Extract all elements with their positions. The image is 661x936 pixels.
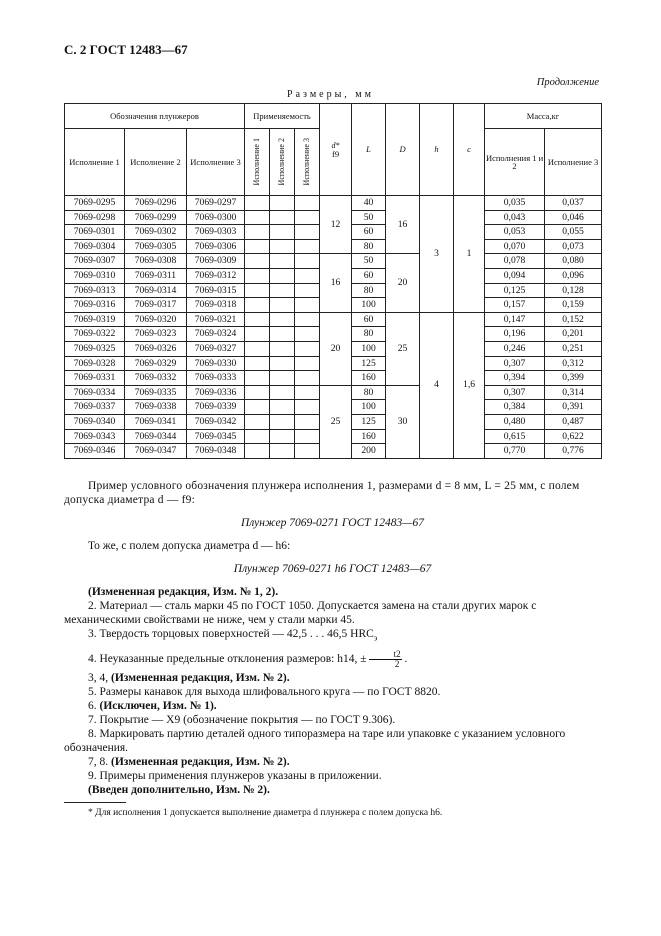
applicability-cell [245,225,270,240]
ex2-cell: 7069-0299 [125,210,187,225]
ex1-cell: 7069-0313 [65,283,125,298]
L-cell: 80 [352,385,386,400]
c-cell: 1,6 [454,312,485,458]
ex2-cell: 7069-0326 [125,341,187,356]
c-cell: 1 [454,196,485,313]
mass12-cell: 0,615 [485,429,545,444]
mass12-cell: 0,196 [485,327,545,342]
mass3-cell: 0,037 [545,196,602,211]
D-header: D [386,104,420,196]
ex2-cell: 7069-0338 [125,400,187,415]
applicability-cell [245,341,270,356]
applicability-cell [270,371,295,386]
continuation-label: Продолжение [536,77,599,88]
applicability-cell [245,444,270,459]
applicability-cell [295,298,320,313]
L-cell: 125 [352,356,386,371]
ex1-cell: 7069-0322 [65,327,125,342]
item-5: 5. Размеры канавок для выхода шлифовального круга — по ГОСТ 8820. [88,686,441,699]
example-2: Плунжер 7069-0271 h6 ГОСТ 12483—67 [233,563,432,575]
d-cell: 25 [320,385,352,458]
ex1-cell: 7069-0340 [65,414,125,429]
L-cell: 100 [352,298,386,313]
mass3-cell: 0,622 [545,429,602,444]
table-row [65,196,602,211]
ex1-cell: 7069-0316 [65,298,125,313]
item-34-edition: 3, 4, (Измененная редакция, Изм. № 2). [88,672,290,685]
ex3-header: Исполнение 3 [187,129,245,196]
plunger-table [64,103,602,459]
applicability-cell [245,196,270,211]
L-header: L [352,104,386,196]
applicability-cell [295,444,320,459]
mass3-cell: 0,314 [545,385,602,400]
mass12-cell: 0,246 [485,341,545,356]
ex1-cell: 7069-0343 [65,429,125,444]
h-header: h [420,104,454,196]
table-row [65,254,602,269]
D-cell: 16 [386,196,420,254]
ex3-cell: 7069-0324 [187,327,245,342]
applicability-cell [245,268,270,283]
ex3-cell: 7069-0318 [187,298,245,313]
ex1-cell: 7069-0325 [65,341,125,356]
ex3-cell: 7069-0309 [187,254,245,269]
mass12-cell: 0,078 [485,254,545,269]
h-cell: 3 [420,196,454,313]
applicability-cell [295,268,320,283]
ex2-cell: 7069-0332 [125,371,187,386]
ex3-cell: 7069-0348 [187,444,245,459]
same-h6: То же, с полем допуска диаметра d — h6: [88,540,291,552]
ex1-cell: 7069-0334 [65,385,125,400]
applicability-cell [295,312,320,327]
applicability-cell [270,385,295,400]
mass3-cell: 0,046 [545,210,602,225]
applicability-cell [295,385,320,400]
ex2-cell: 7069-0329 [125,356,187,371]
applicability-cell [295,210,320,225]
applicability-cell [270,239,295,254]
applicability-cell [270,298,295,313]
mass12-cell: 0,053 [485,225,545,240]
d-header: d* f9 [320,104,352,196]
L-cell: 100 [352,341,386,356]
mass3-cell: 0,159 [545,298,602,313]
applicability-cell [270,400,295,415]
mass3-cell: 0,073 [545,239,602,254]
applicability-cell [270,444,295,459]
L-cell: 160 [352,371,386,386]
applicability-cell [270,312,295,327]
L-cell: 60 [352,268,386,283]
applicability-cell [245,414,270,429]
item-8: 8. Маркировать партию деталей одного типоразмера на таре или упаковке с указанием условного обозначения. [64,728,566,755]
mass3-cell: 0,128 [545,283,602,298]
d-cell: 20 [320,312,352,385]
ex1-cell: 7069-0307 [65,254,125,269]
ap1-header: Исполнение 1 [245,129,270,196]
item-9: 9. Примеры применения плунжеров указаны в приложении. [88,770,382,783]
ex3-cell: 7069-0303 [187,225,245,240]
item-4: 4. Неуказанные предельные отклонения размеров: h14, ± $\frac{t2}{2}$ . [88,649,408,670]
ex2-cell: 7069-0302 [125,225,187,240]
ex2-cell: 7069-0317 [125,298,187,313]
mass3-cell: 0,096 [545,268,602,283]
mass3-header: Исполнение 3 [545,129,602,196]
ex3-cell: 7069-0327 [187,341,245,356]
ex2-cell: 7069-0323 [125,327,187,342]
ex2-cell: 7069-0320 [125,312,187,327]
ex3-cell: 7069-0333 [187,371,245,386]
mass3-cell: 0,487 [545,414,602,429]
applicability-cell [270,356,295,371]
ex3-cell: 7069-0312 [187,268,245,283]
applicability-cell [270,429,295,444]
applicability-cell [270,210,295,225]
applicability-cell [245,254,270,269]
mass12-cell: 0,157 [485,298,545,313]
applicability-cell [245,327,270,342]
applicability-cell [245,429,270,444]
mass3-cell: 0,251 [545,341,602,356]
applicability-cell [270,196,295,211]
mass3-cell: 0,152 [545,312,602,327]
ex3-cell: 7069-0339 [187,400,245,415]
applicability-cell [295,239,320,254]
ex1-cell: 7069-0331 [65,371,125,386]
mass12-cell: 0,770 [485,444,545,459]
applicability-cell [270,283,295,298]
ex1-cell: 7069-0346 [65,444,125,459]
mass3-cell: 0,080 [545,254,602,269]
applicability-cell [295,400,320,415]
applicability-cell [295,341,320,356]
applicability-cell [270,341,295,356]
ex2-cell: 7069-0341 [125,414,187,429]
applicability-cell [245,400,270,415]
mass3-cell: 0,312 [545,356,602,371]
text-block [64,479,601,797]
mass12-cell: 0,070 [485,239,545,254]
ex3-cell: 7069-0336 [187,385,245,400]
ex2-header: Исполнение 2 [125,129,187,196]
applicability-cell [245,298,270,313]
L-cell: 80 [352,327,386,342]
mass12-cell: 0,307 [485,356,545,371]
ex3-cell: 7069-0300 [187,210,245,225]
L-cell: 80 [352,239,386,254]
units-caption: Размеры, мм [287,89,374,100]
ex3-cell: 7069-0345 [187,429,245,444]
L-cell: 80 [352,283,386,298]
mass3-cell: 0,776 [545,444,602,459]
L-cell: 50 [352,254,386,269]
item-9-edition: (Введен дополнительно, Изм. № 2). [88,784,270,797]
ex3-cell: 7069-0342 [187,414,245,429]
mass12-cell: 0,307 [485,385,545,400]
ex2-cell: 7069-0305 [125,239,187,254]
h-cell: 4 [420,312,454,458]
mass3-cell: 0,399 [545,371,602,386]
ex2-cell: 7069-0311 [125,268,187,283]
item-7: 7. Покрытие — Х9 (обозначение покрытия — по ГОСТ 9.306). [88,714,396,727]
footnote-divider [64,802,126,803]
applicability-cell [270,225,295,240]
footnote: * Для исполнения 1 допускается выполнение диаметра d плунжера с полем допуска h6. [88,808,443,818]
ex2-cell: 7069-0296 [125,196,187,211]
ex1-cell: 7069-0310 [65,268,125,283]
mass12-cell: 0,043 [485,210,545,225]
mass12-cell: 0,394 [485,371,545,386]
ex2-cell: 7069-0335 [125,385,187,400]
designations-header: Обозначения плунжеров [65,104,245,129]
applicability-cell [270,414,295,429]
applicability-cell [295,429,320,444]
applicability-cell [295,414,320,429]
applicability-cell [245,210,270,225]
L-cell: 50 [352,210,386,225]
ap2-header: Исполнение 2 [270,129,295,196]
table-row [65,385,602,400]
item-6: 6. (Исключен, Изм. № 1). [88,700,217,713]
c-header: c [454,104,485,196]
ex1-cell: 7069-0295 [65,196,125,211]
ex3-cell: 7069-0297 [187,196,245,211]
applicability-header: Применяемость [245,104,320,129]
table-row [65,312,602,327]
L-cell: 200 [352,444,386,459]
edition-note-12: (Измененная редакция, Изм. № 1, 2). [88,586,279,598]
ex3-cell: 7069-0306 [187,239,245,254]
d-cell: 12 [320,196,352,254]
applicability-cell [245,385,270,400]
D-cell: 30 [386,385,420,458]
L-cell: 160 [352,429,386,444]
applicability-cell [295,196,320,211]
table-body [65,196,602,459]
ex2-cell: 7069-0347 [125,444,187,459]
mass12-cell: 0,035 [485,196,545,211]
ex1-cell: 7069-0301 [65,225,125,240]
mass3-cell: 0,055 [545,225,602,240]
applicability-cell [245,371,270,386]
applicability-cell [245,283,270,298]
item-3: 3. Твердость торцовых поверхностей — 42,5 . . . 46,5 $HRC_э$ [88,628,378,643]
ex3-cell: 7069-0330 [187,356,245,371]
mass12-cell: 0,147 [485,312,545,327]
example-intro: Пример условного обозначения плунжера исполнения 1, размерами d = 8 мм, L = 25 мм, с полем допуска диаметра d — f9: [64,480,580,506]
applicability-cell [245,356,270,371]
applicability-cell [270,254,295,269]
mass12-header: Исполнения 1 и 2 [485,129,545,196]
ex2-cell: 7069-0314 [125,283,187,298]
example-1: Плунжер 7069-0271 ГОСТ 12483—67 [240,517,425,529]
applicability-cell [295,225,320,240]
applicability-cell [295,356,320,371]
item-78-edition: 7, 8. (Измененная редакция, Изм. № 2). [88,756,290,769]
ex2-cell: 7069-0308 [125,254,187,269]
applicability-cell [270,327,295,342]
mass12-cell: 0,384 [485,400,545,415]
mass3-cell: 0,391 [545,400,602,415]
applicability-cell [270,268,295,283]
d-cell: 16 [320,254,352,312]
ex3-cell: 7069-0321 [187,312,245,327]
ex1-cell: 7069-0304 [65,239,125,254]
L-cell: 125 [352,414,386,429]
page-header: С. 2 ГОСТ 12483—67 [64,42,188,57]
mass3-cell: 0,201 [545,327,602,342]
applicability-cell [295,371,320,386]
applicability-cell [245,239,270,254]
D-cell: 25 [386,312,420,385]
ex2-cell: 7069-0344 [125,429,187,444]
L-cell: 40 [352,196,386,211]
ex1-cell: 7069-0328 [65,356,125,371]
L-cell: 60 [352,225,386,240]
ex1-header: Исполнение 1 [65,129,125,196]
L-cell: 60 [352,312,386,327]
mass12-cell: 0,125 [485,283,545,298]
ex1-cell: 7069-0319 [65,312,125,327]
ex1-cell: 7069-0337 [65,400,125,415]
applicability-cell [295,283,320,298]
applicability-cell [295,254,320,269]
mass12-cell: 0,480 [485,414,545,429]
mass12-cell: 0,094 [485,268,545,283]
ex3-cell: 7069-0315 [187,283,245,298]
ex1-cell: 7069-0298 [65,210,125,225]
ap3-header: Исполнение 3 [295,129,320,196]
applicability-cell [245,312,270,327]
L-cell: 100 [352,400,386,415]
item-2: 2. Материал — сталь марки 45 по ГОСТ 1050. Допускается замена на стали других марок с механическими свойствами не ниже, чем у стали марки 45. [64,600,537,626]
mass-header: Масса,кг [485,104,602,129]
D-cell: 20 [386,254,420,312]
applicability-cell [295,327,320,342]
